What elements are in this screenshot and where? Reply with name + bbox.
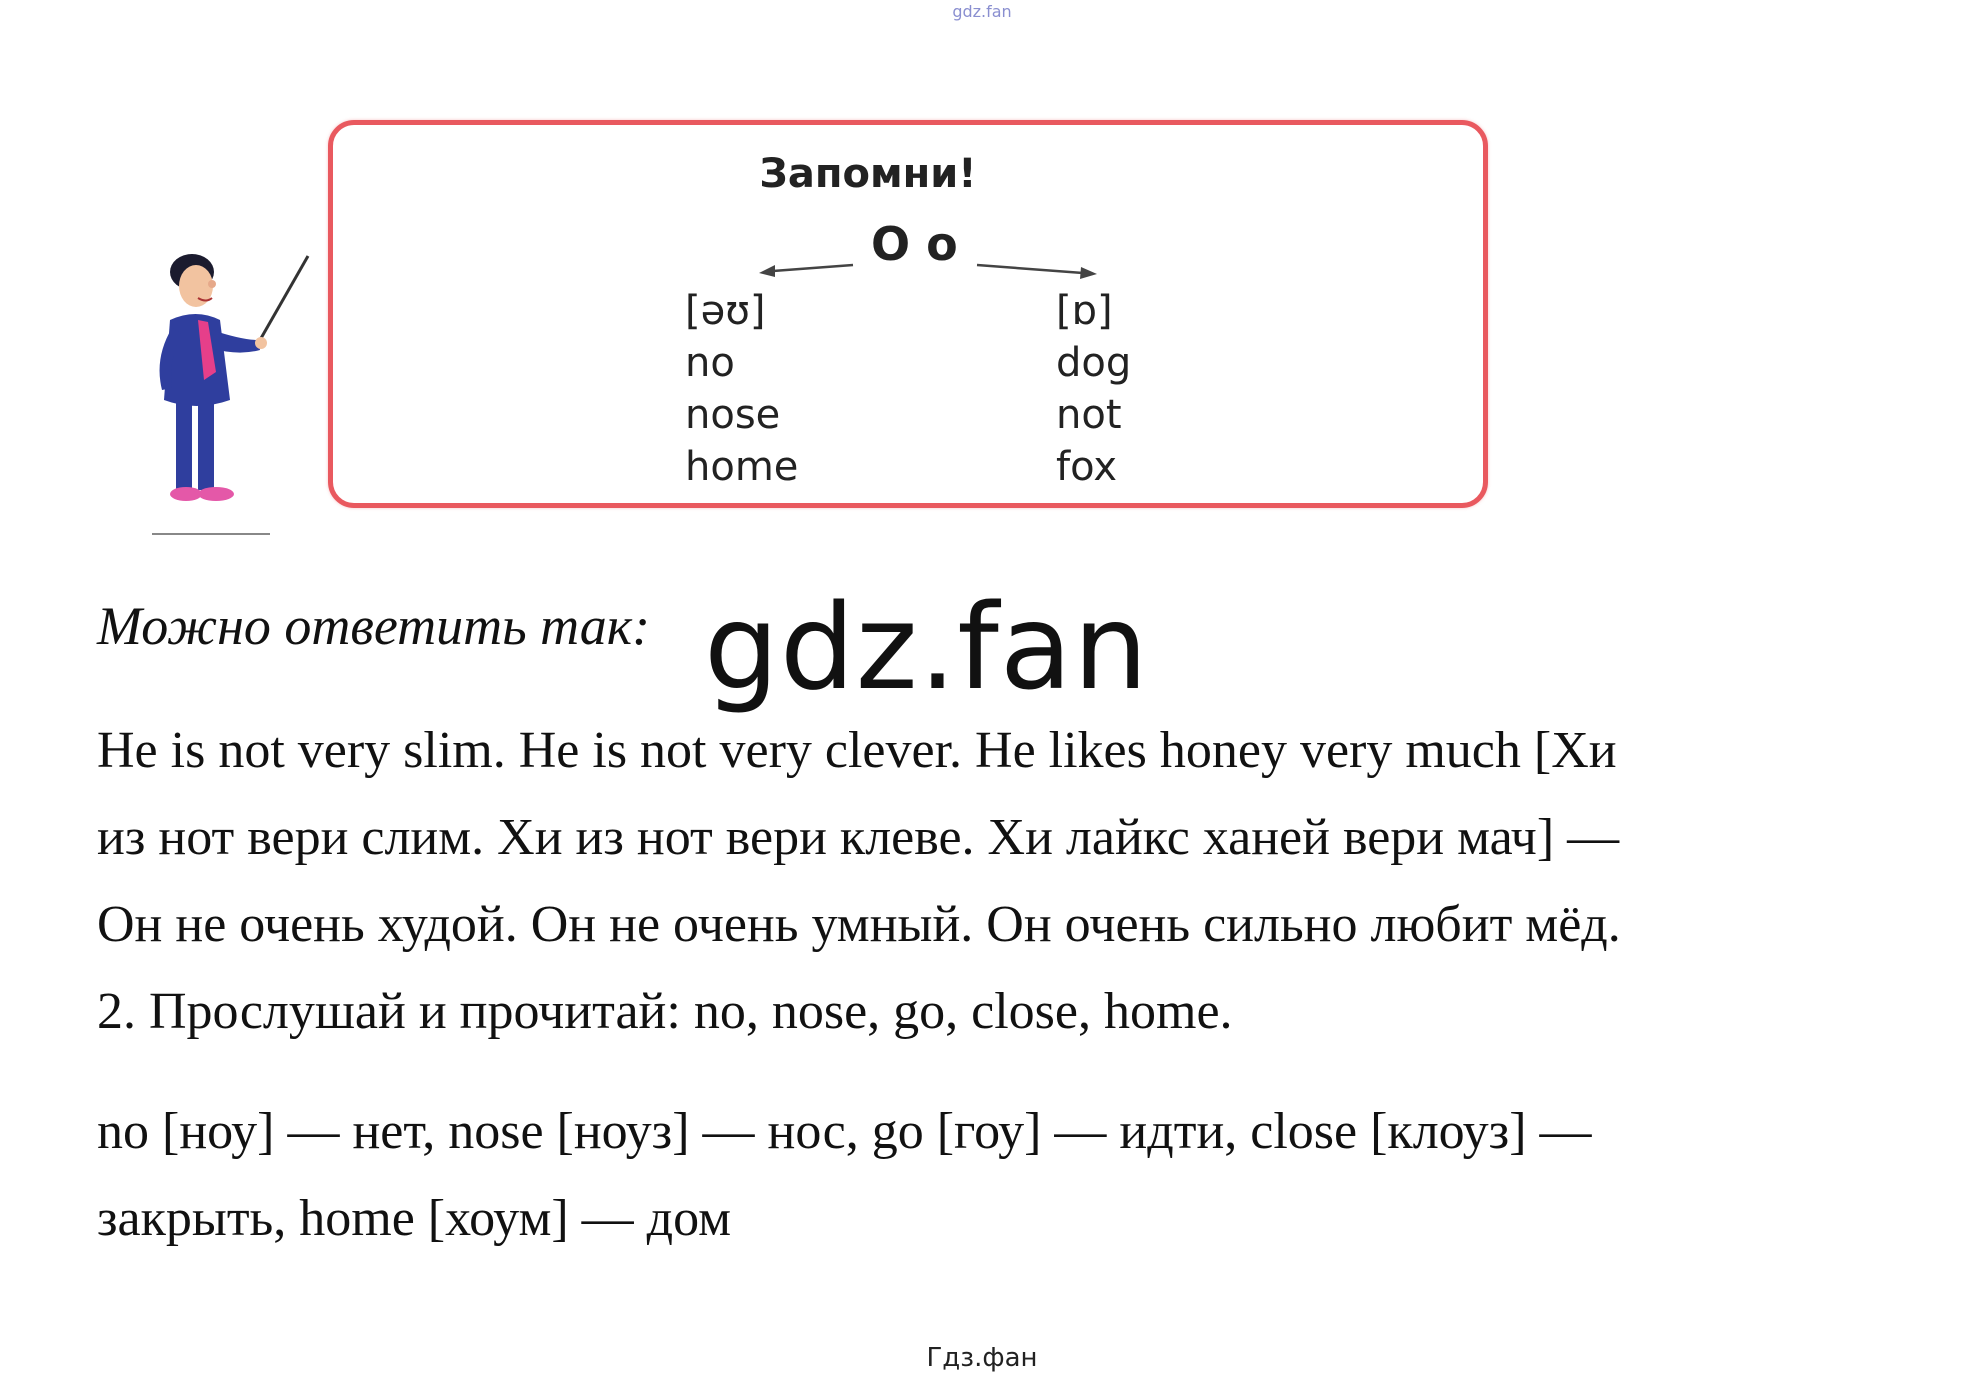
center-watermark: gdz.fan [704, 578, 1149, 716]
teacher-illustration [140, 250, 315, 540]
remember-box [328, 120, 1488, 508]
short-o-column [1056, 285, 1131, 493]
word-item: home [685, 444, 799, 490]
answer-intro: Можно ответить так: [97, 596, 651, 656]
word-item: no [685, 340, 735, 386]
text-line: He is not very slim. He is not very clever. He likes honey very much [Хи [97, 722, 1617, 779]
text-line: no [ноу] — нет, nose [ноуз] — нос, go [гоу] — идти, close [клоуз] — [97, 1103, 1592, 1160]
text-line: 2. Прослушай и прочитай: no, nose, go, close, home. [97, 983, 1233, 1040]
footer-watermark: Гдз.фан [926, 1343, 1038, 1373]
word-item: not [1056, 392, 1122, 438]
answer-paragraph [97, 707, 1621, 1055]
text-line: из нот вери слим. Хи из нот вери клеве. Хи лайкс ханей вери мач] — [97, 809, 1620, 866]
letter-o: O o [871, 217, 958, 271]
word-item: dog [1056, 340, 1132, 386]
word-item: nose [685, 392, 781, 438]
transcription-short: [ɒ] [1056, 288, 1113, 334]
text-line: Он не очень худой. Он не очень умный. Он очень сильно любит мёд. [97, 896, 1621, 953]
text-line: закрыть, home [хоум] — дом [97, 1190, 732, 1247]
remember-title: Запомни! [759, 151, 977, 197]
translation-paragraph [97, 1088, 1592, 1262]
transcription-long: [əʊ] [685, 288, 766, 334]
branch-arrows [333, 125, 1493, 513]
long-o-column [685, 285, 798, 493]
word-item: fox [1056, 444, 1117, 490]
top-watermark: gdz.fan [952, 2, 1012, 21]
